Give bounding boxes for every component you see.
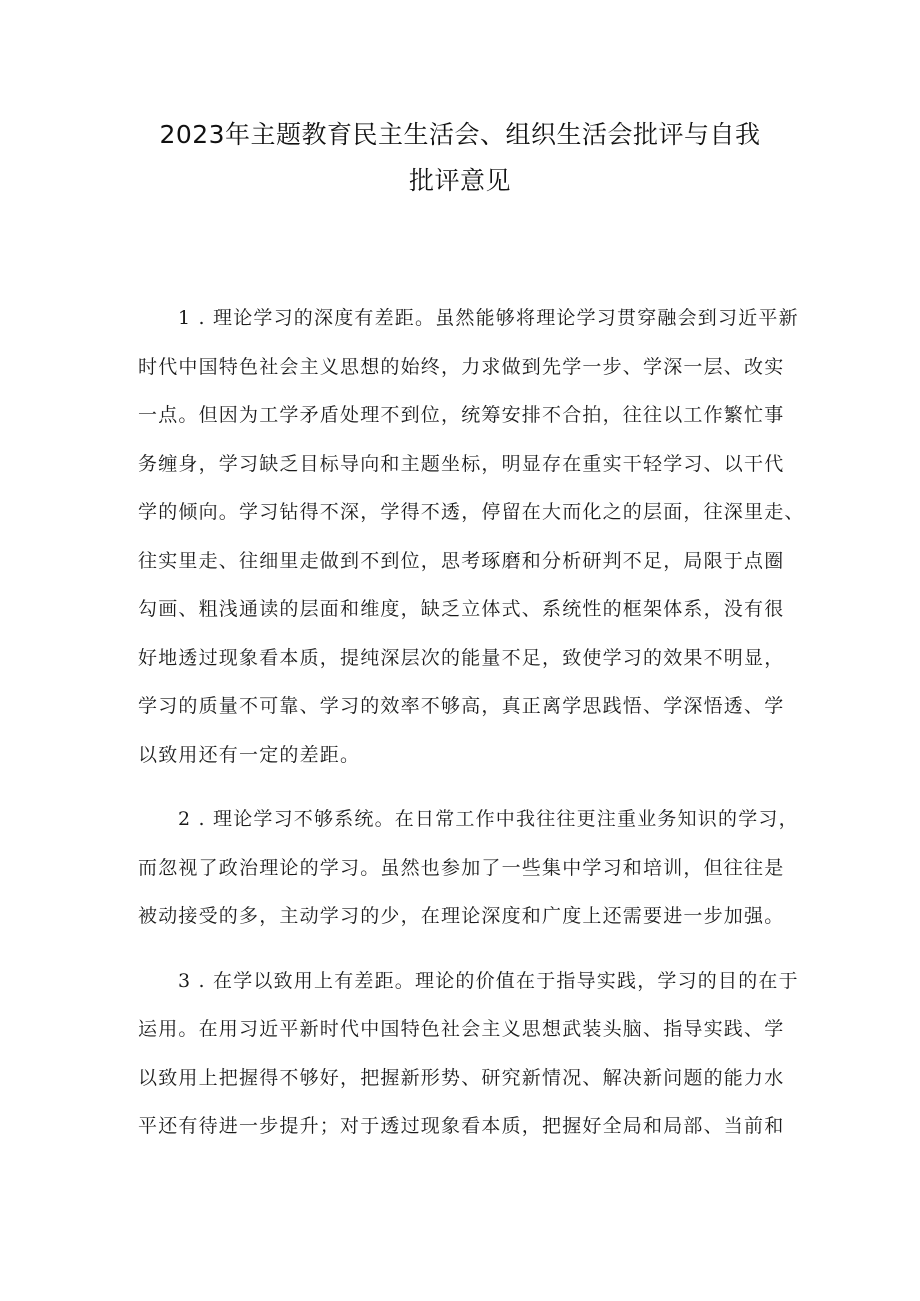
- paragraph-1: [138, 300, 805, 785]
- paragraph-line: 务缠身，学习缺乏目标导向和主题坐标，明显存在重实干轻学习、以干代: [138, 452, 785, 475]
- document-title: [130, 112, 790, 204]
- paragraph-line: 时代中国特色社会主义思想的始终，力求做到先学一步、学深一层、改实: [138, 355, 785, 378]
- paragraph-line: 学习的质量不可靠、学习的效率不够高，真正离学思践悟、学深悟透、学: [138, 695, 785, 717]
- paragraph-line: 学的倾向。学习钻得不深，学得不透，停留在大而化之的层面，往深里走、: [138, 501, 805, 523]
- paragraph-line: 平还有待进一步提升；对于透过现象看本质，把握好全局和局部、当前和: [138, 1115, 785, 1137]
- paragraph-line: 而忽视了政治理论的学习。虽然也参加了一些集中学习和培训，但往往是: [138, 856, 785, 879]
- paragraph-line: 以致用上把握得不够好，把握新形势、研究新情况、解决新问题的能力水: [138, 1066, 785, 1089]
- title-line: 2023年主题教育民主生活会、组织生活会批评与自我: [159, 120, 761, 149]
- paragraph-line: 勾画、粗浅通读的层面和维度，缺乏立体式、系统性的框架体系，没有很: [138, 598, 785, 620]
- paragraph-line: 运用。在用习近平新时代中国特色社会主义思想武装头脑、指导实践、学: [138, 1018, 785, 1040]
- paragraph-line: 1 . 理论学习的深度有差距。虽然能够将理论学习贯穿融会到习近平新: [178, 307, 799, 329]
- document-body: [138, 300, 805, 1157]
- paragraph-2: [138, 801, 798, 947]
- paragraph-line: 被动接受的多，主动学习的少，在理论深度和广度上还需要进一步加强。: [138, 905, 785, 927]
- paragraph-spacer: [138, 947, 798, 963]
- paragraph-line: 2 . 理论学习不够系统。在日常工作中我往往更注重业务知识的学习，: [178, 808, 799, 830]
- paragraph-line: 往实里走、往细里走做到不到位，思考琢磨和分析研判不足，局限于点圈: [138, 549, 785, 572]
- paragraph-3: [138, 963, 798, 1157]
- title-line: 批评意见: [408, 166, 511, 195]
- paragraph-spacer: [138, 785, 798, 801]
- paragraph-line: 一点。但因为工学矛盾处理不到位，统筹安排不合拍，往往以工作繁忙事: [138, 404, 785, 426]
- paragraph-line: 3 . 在学以致用上有差距。理论的价值在于指导实践，学习的目的在于: [178, 969, 799, 992]
- paragraph-line: 以致用还有一定的差距。: [138, 743, 361, 766]
- paragraph-line: 好地透过现象看本质，提纯深层次的能量不足，致使学习的效果不明显，: [138, 646, 785, 669]
